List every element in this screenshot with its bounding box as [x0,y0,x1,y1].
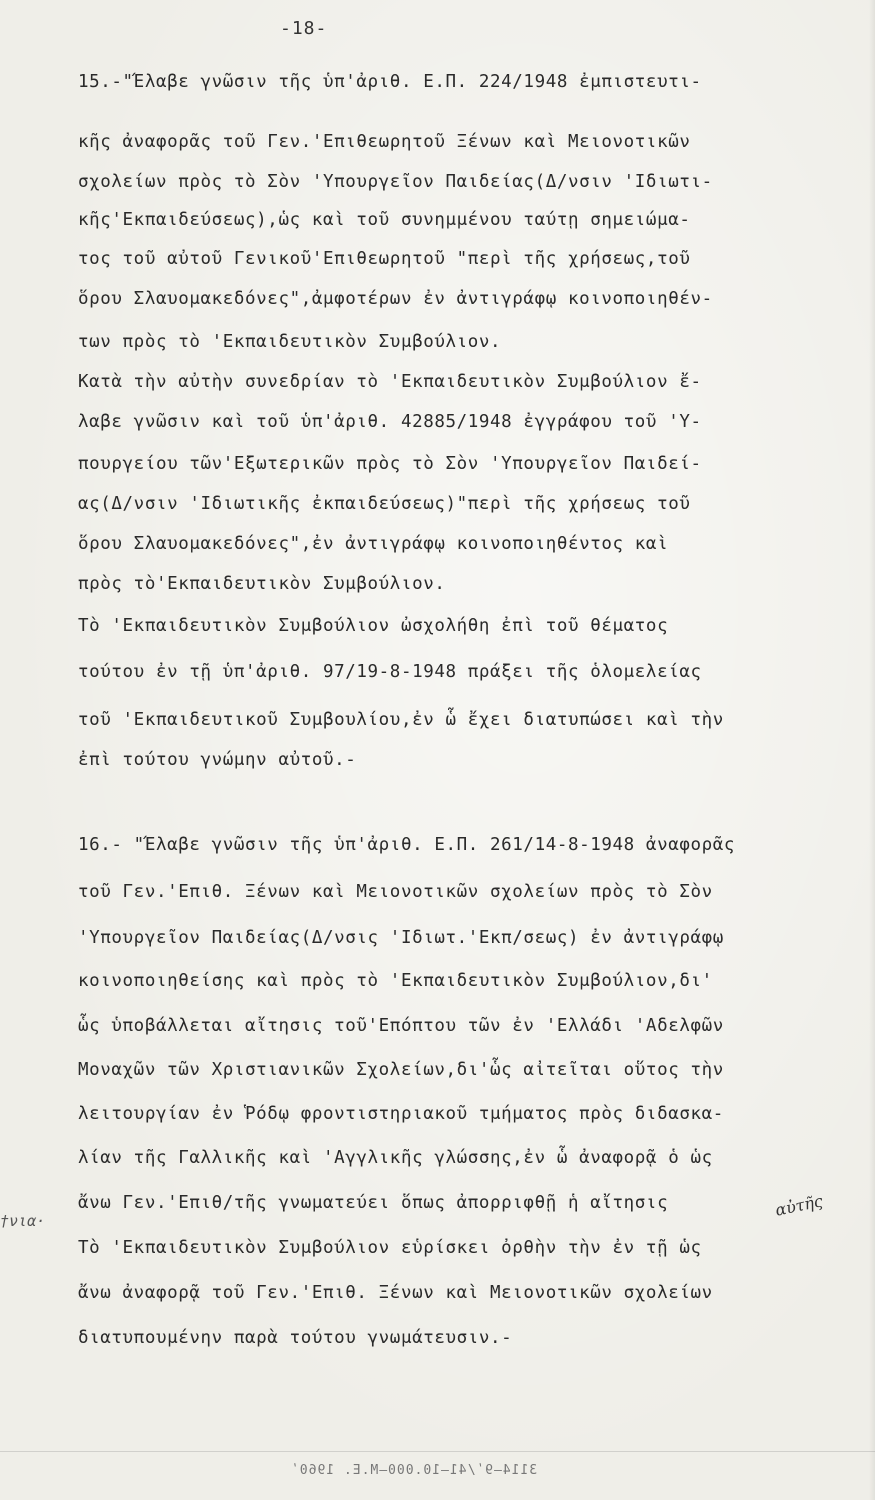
text-line: 16.- "Έλαβε γνῶσιν τῆς ὑπ'ἀριθ. Ε.Π. 261/14-8-1948 ἀναφορᾶς [78,835,736,855]
text-line: 15.-"Έλαβε γνῶσιν τῆς ὑπ'ἀριθ. Ε.Π. 224/1948 ἐμπιστευτι- [78,72,702,92]
text-line: τος τοῦ αὐτοῦ Γενικοῦ'Επιθεωρητοῦ "περὶ τῆς χρήσεως,τοῦ [78,249,691,269]
text-line: τοῦ Γεν.'Επιθ. Ξένων καὶ Μειονοτικῶν σχολείων πρὸς τὸ Σὸν [78,882,713,902]
text-line: σχολείων πρὸς τὸ Σὸν 'Υπουργεῖον Παιδείας(Δ/νσιν 'Ιδιωτι- [78,172,713,192]
text-line: Τὸ 'Εκπαιδευτικὸν Συμβούλιον ὠσχολήθη ἐπὶ τοῦ θέματος [78,616,669,636]
page-number: -18- [280,18,328,39]
text-line: των πρὸς τὸ 'Εκπαιδευτικὸν Συμβούλιον. [78,332,502,352]
text-line: ἄνω Γεν.'Επιθ/τῆς γνωματεύει ὅπως ἀπορριφθῇ ἡ αἴτησις [78,1193,669,1213]
footer-rule [0,1451,875,1452]
text-line: ἐπὶ τούτου γνώμην αὐτοῦ.- [78,750,357,770]
margin-note: †νια· [0,1212,46,1230]
handwritten-note: αὐτῆς [773,1191,825,1220]
text-line: κοινοποιηθείσης καὶ πρὸς τὸ 'Εκπαιδευτικὸν Συμβούλιον,δι' [78,971,713,991]
text-line: λειτουργίαν ἐν Ῥόδῳ φροντιστηριακοῦ τμήματος πρὸς διδασκα- [78,1104,724,1124]
text-line: λίαν τῆς Γαλλικῆς καὶ 'Αγγλικῆς γλώσσης,ἐν ὧ ἀναφορᾷ ὁ ὡς [78,1148,713,1168]
text-line: διατυπουμένην παρὰ τούτου γνωμάτευσιν.- [78,1328,513,1348]
text-line: 'Υπουργεῖον Παιδείας(Δ/νσις 'Ιδιωτ.'Εκπ/σεως) ἐν ἀντιγράφῳ [78,928,724,948]
page-edge-shadow [869,0,875,1500]
text-line: ας(Δ/νσιν 'Ιδιωτικῆς ἐκπαιδεύσεως)"περὶ τῆς χρήσεως τοῦ [78,494,691,514]
text-line: τούτου ἐν τῇ ὑπ'ἀριθ. 97/19-8-1948 πράξει τῆς ὁλομελείας [78,662,702,682]
text-line: ὅρου Σλαυομακεδόνες",ἐν ἀντιγράφῳ κοινοποιηθέντος καὶ [78,534,669,554]
text-line: ὧς ὑποβάλλεται αἴτησις τοῦ'Επόπτου τῶν ἐν 'Ελλάδι 'Αδελφῶν [78,1016,724,1036]
text-line: κῆς ἀναφορᾶς τοῦ Γεν.'Επιθεωρητοῦ Ξένων καὶ Μειονοτικῶν [78,132,691,152]
text-line: λαβε γνῶσιν καὶ τοῦ ὑπ'ἀριθ. 42885/1948 ἐγγράφου τοῦ 'Υ- [78,412,702,432]
text-line: κῆς'Εκπαιδεύσεως),ὡς καὶ τοῦ συνημμένου ταύτῃ σημειώμα- [78,210,691,230]
text-line: ἄνω ἀναφορᾷ τοῦ Γεν.'Επιθ. Ξένων καὶ Μειονοτικῶν σχολείων [78,1283,713,1303]
footer-print-mark: 3114—9ʹ/41—10.000—M.E. 1960ʹ [290,1463,538,1478]
text-line: Μοναχῶν τῶν Χριστιανικῶν Σχολείων,δι'ὧς αἰτεῖται οὕτος τὴν [78,1060,724,1080]
text-line: τοῦ 'Εκπαιδευτικοῦ Συμβουλίου,ἐν ὧ ἔχει διατυπώσει καὶ τὴν [78,710,724,730]
text-line: ὅρου Σλαυομακεδόνες",ἀμφοτέρων ἐν ἀντιγράφῳ κοινοποιηθέν- [78,289,713,309]
text-line: πρὸς τὸ'Εκπαιδευτικὸν Συμβούλιον. [78,574,446,594]
text-line: Τὸ 'Εκπαιδευτικὸν Συμβούλιον εὑρίσκει ὀρθὴν τὴν ἐν τῇ ὡς [78,1238,702,1258]
text-line: Κατὰ τὴν αὐτὴν συνεδρίαν τὸ 'Εκπαιδευτικὸν Συμβούλιον ἔ- [78,372,702,392]
text-line: πουργείου τῶν'Εξωτερικῶν πρὸς τὸ Σὸν 'Υπουργεῖον Παιδεί- [78,454,702,474]
